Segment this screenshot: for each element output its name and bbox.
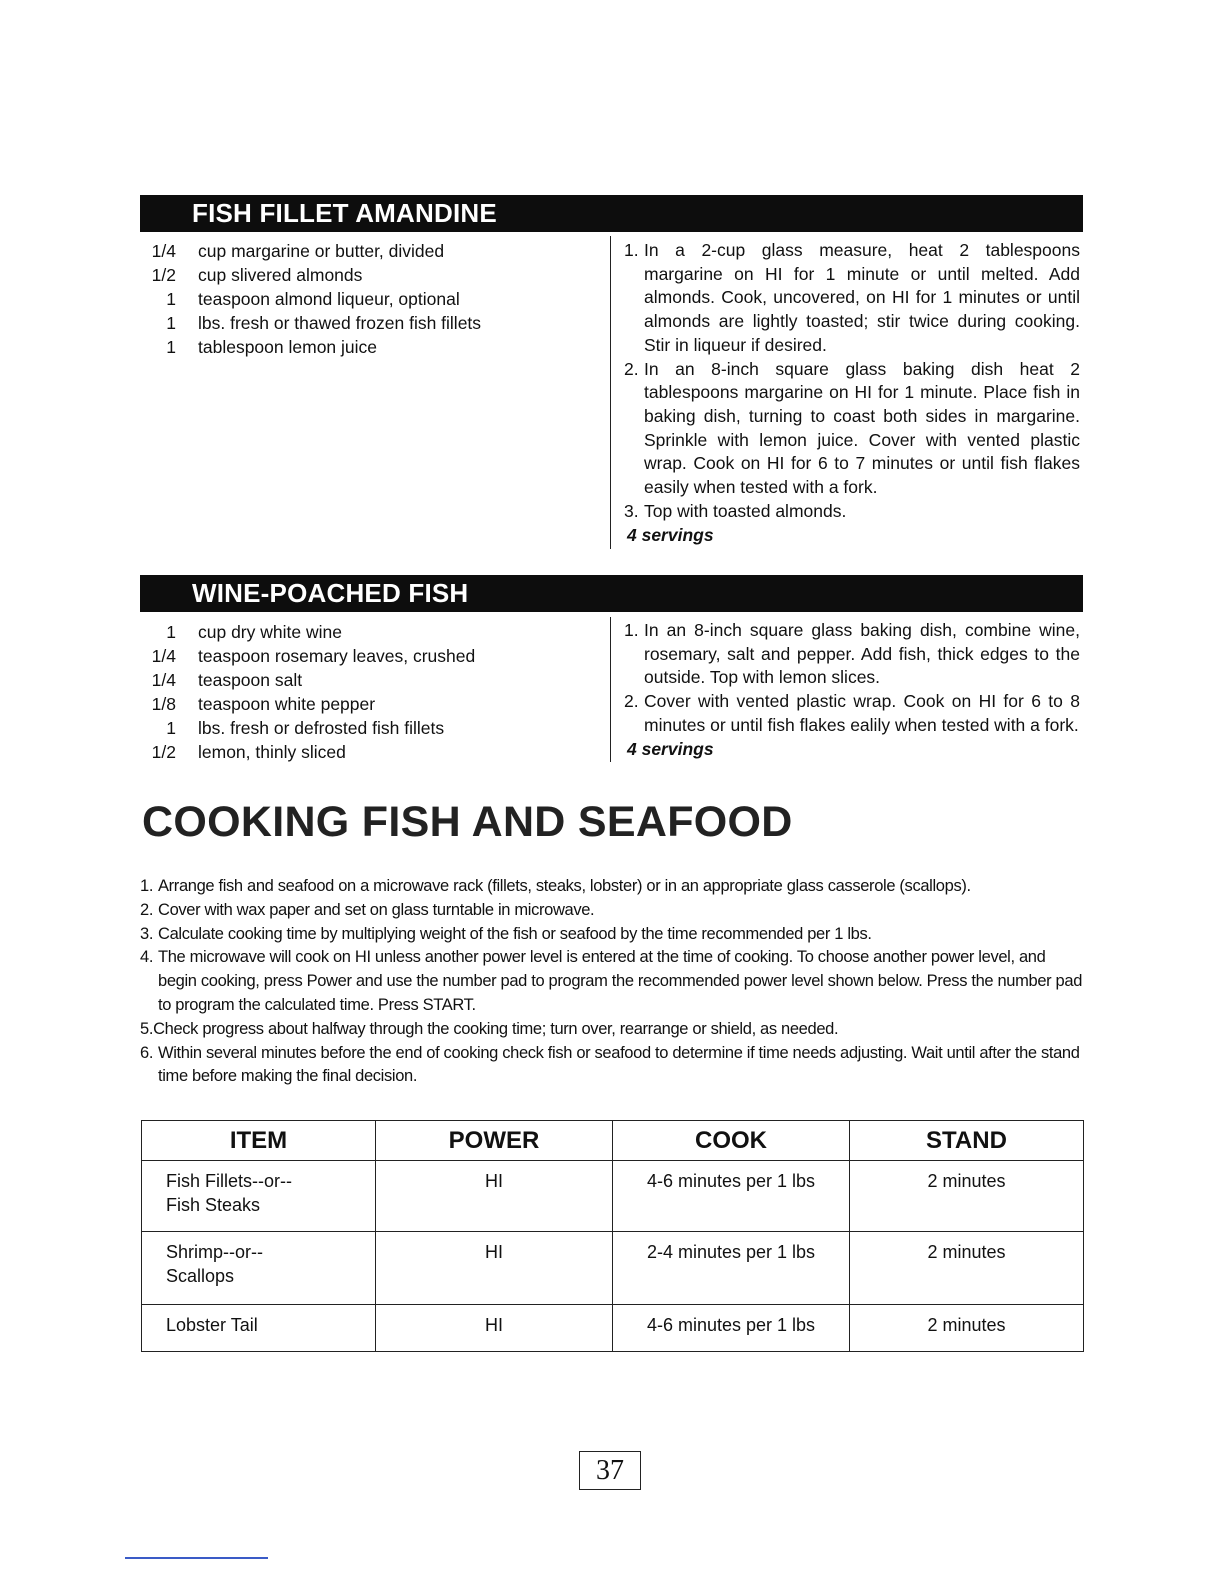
instruction-number: 1. xyxy=(140,877,154,895)
footer-divider xyxy=(125,1557,268,1559)
servings-label: 4 servings xyxy=(627,739,714,759)
recipe-title: FISH FILLET AMANDINE xyxy=(192,198,497,228)
instruction-text: Arrange fish and seafood on a microwave rack (fillets, steaks, lobster) or in an appropriate glass casserole (scallops). xyxy=(158,877,971,895)
instruction-item xyxy=(140,1018,1085,1042)
column-header-cook: COOK xyxy=(613,1121,850,1161)
instruction-number: 6. xyxy=(140,1043,154,1062)
instruction-text: Check progress about halfway through the cooking time; turn over, rearrange or shield, as needed. xyxy=(153,1019,839,1038)
item-line: Fish Fillets--or-- xyxy=(166,1171,292,1191)
ingredient-quantity: 1 xyxy=(166,289,176,309)
table-row xyxy=(142,1161,1084,1232)
step-list xyxy=(624,619,1080,738)
power-cell: HI xyxy=(376,1305,613,1352)
cook-cell: 4-6 minutes per 1 lbs xyxy=(613,1161,850,1232)
recipe-title-bar xyxy=(140,575,1083,612)
ingredient-quantity: 1 xyxy=(166,718,176,738)
ingredient-item xyxy=(140,287,600,311)
item-line: Scallops xyxy=(166,1266,235,1286)
column-divider xyxy=(610,236,611,549)
stand-cell: 2 minutes xyxy=(850,1305,1084,1352)
ingredient-description: teaspoon white pepper xyxy=(198,694,376,714)
step-number: 1. xyxy=(624,620,639,640)
step-item xyxy=(624,500,1080,524)
column-header-item: ITEM xyxy=(142,1121,376,1161)
ingredient-item xyxy=(140,263,600,287)
step-text: Cover with vented plastic wrap. Cook on HI for 6 to 8 minutes or until fish flakes ealily when tested with a fork. xyxy=(644,691,1080,735)
stand-cell: 2 minutes xyxy=(850,1232,1084,1305)
ingredient-list xyxy=(140,239,600,359)
step-number: 1. xyxy=(624,240,639,260)
step-text: In a 2-cup glass measure, heat 2 tablespoons margarine on HI for 1 minute or until melted. Add almonds. Cook, uncovered, on HI for 1 minutes or until almonds are lightly toasted; stir twice during cooking. Stir in liqueur if desired. xyxy=(644,240,1080,355)
step-text: In an 8-inch square glass baking dish heat 2 tablespoons margarine on HI for 1 minute. Place fish in baking dish, turning to coast both sides in margarine. Sprinkle with lemon juice. Cover with vented plastic wrap. Cook on HI for 6 to 7 minutes or until fish flakes easily when tested with a fork. xyxy=(644,358,1080,498)
instruction-item xyxy=(140,875,1085,899)
table-row xyxy=(142,1305,1084,1352)
ingredient-description: cup margarine or butter, divided xyxy=(198,241,445,261)
item-line: Lobster Tail xyxy=(166,1315,258,1335)
ingredient-description: teaspoon salt xyxy=(198,670,303,690)
instruction-text: Calculate cooking time by multiplying weight of the fish or seafood by the time recommended per 1 lbs. xyxy=(158,924,872,943)
instruction-item xyxy=(140,1042,1085,1090)
instruction-text: Within several minutes before the end of cooking check fish or seafood to determine if time needs adjusting. Wait until after the stand time before making the final decision. xyxy=(158,1043,1080,1086)
page-number: 37 xyxy=(579,1451,641,1490)
step-list xyxy=(624,239,1080,523)
step-number: 3. xyxy=(624,500,639,521)
ingredient-quantity: 1/4 xyxy=(151,646,176,666)
instruction-number: 5. xyxy=(140,1019,154,1038)
ingredient-description: teaspoon rosemary leaves, crushed xyxy=(198,646,476,666)
ingredient-description: cup dry white wine xyxy=(198,622,342,642)
item-cell xyxy=(142,1232,376,1305)
power-cell: HI xyxy=(376,1161,613,1232)
ingredient-item xyxy=(140,644,600,668)
column-header-stand: STAND xyxy=(850,1121,1084,1161)
item-cell xyxy=(142,1305,376,1352)
ingredient-description: tablespoon lemon juice xyxy=(198,337,378,357)
ingredient-quantity: 1 xyxy=(166,622,176,642)
ingredient-item xyxy=(140,668,600,692)
column-header-power: POWER xyxy=(376,1121,613,1161)
step-item xyxy=(624,690,1080,737)
item-cell xyxy=(142,1161,376,1232)
cook-cell: 2-4 minutes per 1 lbs xyxy=(613,1232,850,1305)
step-number: 2. xyxy=(624,358,639,379)
ingredient-item xyxy=(140,716,600,740)
item-line: Shrimp--or-- xyxy=(166,1242,263,1262)
ingredient-quantity: 1 xyxy=(166,313,176,333)
step-item xyxy=(624,358,1080,500)
ingredient-item xyxy=(140,620,600,644)
ingredient-quantity: 1 xyxy=(166,337,176,357)
column-divider xyxy=(610,617,611,762)
cook-cell: 4-6 minutes per 1 lbs xyxy=(613,1305,850,1352)
instruction-number: 4. xyxy=(140,948,154,967)
ingredient-quantity: 1/2 xyxy=(151,265,176,285)
ingredient-item xyxy=(140,692,600,716)
table-header-row xyxy=(142,1121,1084,1161)
step-text: Top with toasted almonds. xyxy=(644,500,847,521)
ingredient-description: teaspoon almond liqueur, optional xyxy=(198,289,460,309)
ingredient-item xyxy=(140,239,600,263)
ingredient-item xyxy=(140,311,600,335)
ingredient-quantity: 1/4 xyxy=(151,241,176,261)
instruction-item xyxy=(140,899,1085,923)
recipe-title: WINE-POACHED FISH xyxy=(192,578,469,608)
instruction-number: 3. xyxy=(140,924,154,943)
ingredient-description: lbs. fresh or defrosted fish fillets xyxy=(198,718,445,738)
step-number: 2. xyxy=(624,691,639,712)
instruction-item xyxy=(140,923,1085,947)
ingredient-description: cup slivered almonds xyxy=(198,265,363,285)
ingredient-item xyxy=(140,335,600,359)
step-text: In an 8-inch square glass baking dish, combine wine, rosemary, salt and pepper. Add fish, thick edges to the outside. Top with lemon slices. xyxy=(644,620,1080,688)
table-row xyxy=(142,1232,1084,1305)
ingredient-list xyxy=(140,620,600,764)
ingredient-quantity: 1/2 xyxy=(151,742,176,762)
section-heading: COOKING FISH AND SEAFOOD xyxy=(142,798,793,846)
stand-cell: 2 minutes xyxy=(850,1161,1084,1232)
ingredient-description: lbs. fresh or thawed frozen fish fillets xyxy=(198,313,482,333)
instruction-text: The microwave will cook on HI unless another power level is entered at the time of cooking. To choose another power level, and begin cooking, press Power and use the number pad to program the recommended power level shown below. Press the number pad to program the calculated time. Press START. xyxy=(158,948,1083,1014)
ingredient-description: lemon, thinly sliced xyxy=(198,742,346,762)
instruction-item xyxy=(140,946,1085,1017)
recipe-title-bar xyxy=(140,195,1083,232)
instruction-list xyxy=(140,875,1085,1089)
instruction-text: Cover with wax paper and set on glass turntable in microwave. xyxy=(158,900,595,919)
step-item xyxy=(624,619,1080,690)
item-line: Fish Steaks xyxy=(166,1195,261,1215)
power-cell: HI xyxy=(376,1232,613,1305)
instruction-number: 2. xyxy=(140,900,154,919)
step-item xyxy=(624,239,1080,358)
ingredient-quantity: 1/4 xyxy=(151,670,176,690)
servings-label: 4 servings xyxy=(627,525,714,545)
ingredient-item xyxy=(140,740,600,764)
ingredient-quantity: 1/8 xyxy=(151,694,176,714)
cooking-table xyxy=(141,1120,1084,1352)
